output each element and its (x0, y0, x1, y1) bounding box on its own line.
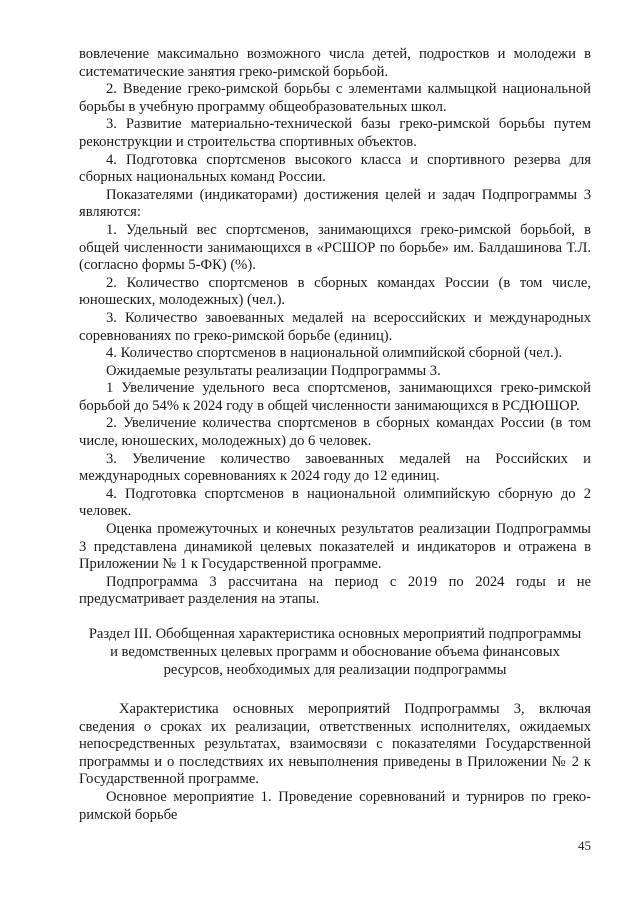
paragraph: Ожидаемые результаты реализации Подпрограммы 3. (106, 362, 441, 379)
paragraph: 2. Увеличение количества спортсменов в сборных командах России (в том числе, юношеских, молодежных) до 6 человек. (79, 415, 591, 450)
paragraph: Показателями (индикаторами) достижения целей и задач Подпрограммы 3 являются: (79, 186, 591, 221)
paragraph: Основное мероприятие 1. Проведение соревнований и турниров по греко-римской борьбе (79, 788, 591, 823)
paragraph: Оценка промежуточных и конечных результатов реализации Подпрограммы 3 представлена динамикой целевых показателей и индикаторов и отражена в Приложении № 1 к Государственной программе. (79, 521, 591, 573)
paragraph: 2. Количество спортсменов в сборных командах России (в том числе, юношеских, молодежных) (чел.). (79, 274, 591, 309)
paragraph: 3. Увеличение количество завоеванных медалей на Российских и международных соревнованиях к 2024 году до 12 единиц. (79, 450, 591, 485)
paragraph: 1 Увеличение удельного веса спортсменов, занимающихся греко-римской борьбой до 54% к 2024 году в общей численности занимающихся в РСДЮШОР. (79, 380, 591, 414)
paragraph: 4. Подготовка спортсменов в национальной олимпийскую сборную до 2 человек. (79, 485, 591, 520)
section-heading-line: Раздел III. Обобщенная характеристика основных мероприятий подпрограммы (88, 626, 582, 642)
paragraph: 3. Развитие материально-технической базы греко-римской борьбы путем реконструкции и строительства спортивных объектов. (79, 116, 591, 150)
document-body (79, 46, 591, 824)
section-heading-line: ресурсов, необходимых для реализации подпрограммы (163, 662, 507, 678)
paragraph: Характеристика основных мероприятий Подпрограммы 3, включая сведения о сроках их реализации, ответственных исполнителях, ожидаемых непосредственных результатах, взаимосвязи с показателями Государственной программы и о последствиях их невыполнения приведены в Приложении № 2 к Государственной программе. (79, 701, 591, 788)
paragraph: 1. Удельный вес спортсменов, занимающихся греко-римской борьбой, в общей численности занимающихся в «РСШОР по борьбе» им. Балдашинова Т.Л. (согласно формы 5-ФК) (%). (79, 221, 591, 274)
paragraph: 2. Введение греко-римской борьбы с элементами калмыцкой национальной борьбы в учебную программу общеобразовательных школ. (79, 81, 591, 115)
paragraph: 4. Подготовка спортсменов высокого класса и спортивного резерва для сборных национальных команд России. (79, 151, 591, 186)
section-heading-line: и ведомственных целевых программ и обоснование объема финансовых (110, 644, 560, 660)
paragraph: вовлечение максимально возможного числа детей, подростков и молодежи в систематические занятия греко-римской борьбой. (79, 46, 591, 80)
page-number: 45 (578, 838, 591, 853)
paragraph: 3. Количество завоеванных медалей на всероссийских и международных соревнованиях по греко-римской борьбе (единиц). (79, 309, 591, 344)
section-heading (79, 625, 591, 679)
paragraph: Подпрограмма 3 рассчитана на период с 2019 по 2024 годы и не предусматривает разделения на этапы. (79, 573, 591, 608)
paragraph: 4. Количество спортсменов в национальной олимпийской сборной (чел.). (106, 345, 563, 362)
